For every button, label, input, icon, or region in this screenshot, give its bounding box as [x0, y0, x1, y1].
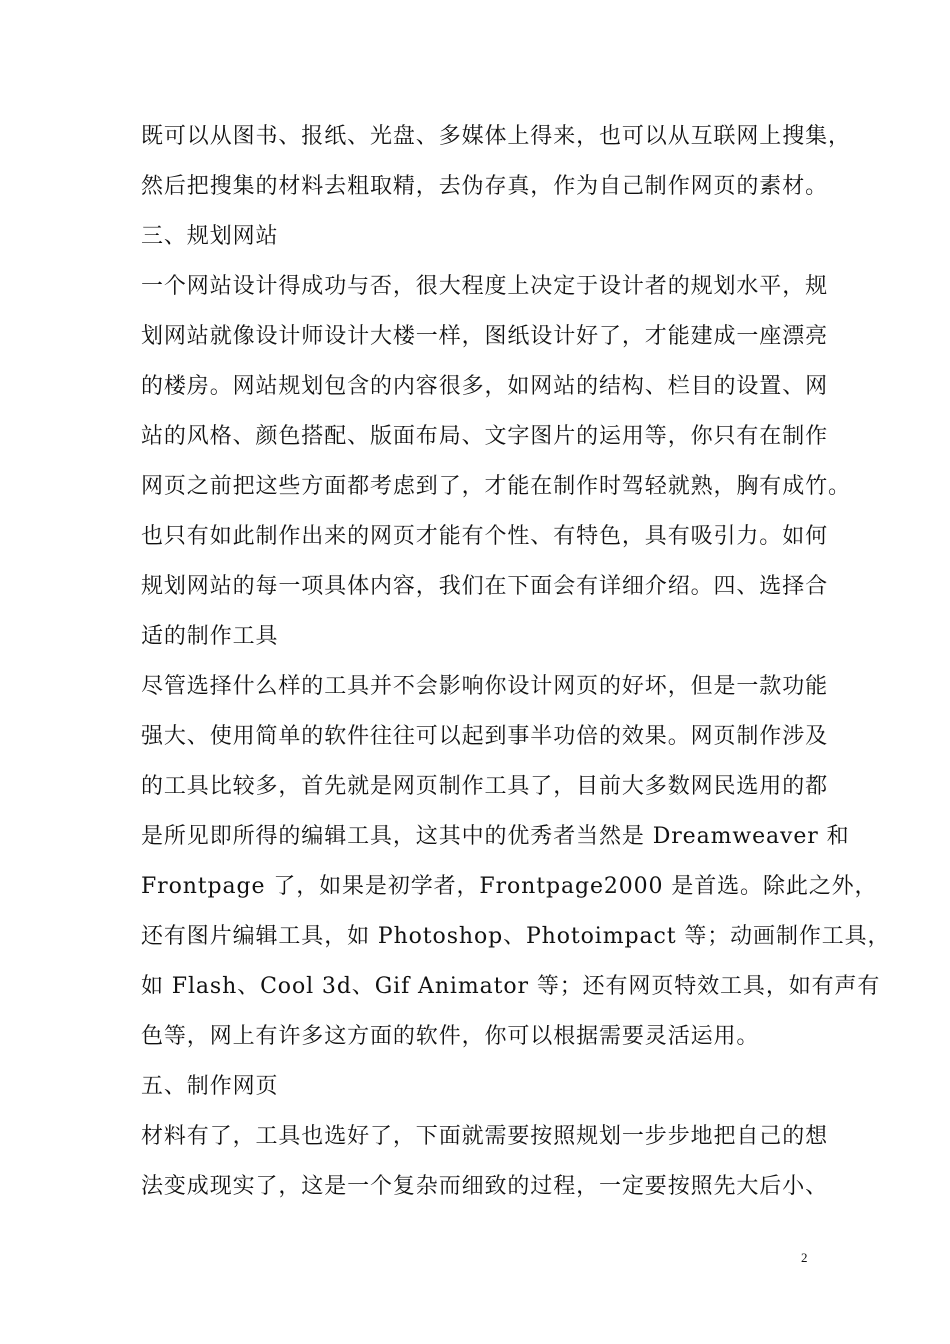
text-line: 色等，网上有许多这方面的软件，你可以根据需要灵活运用。 — [141, 1024, 760, 1049]
text-line: 材料有了，工具也选好了，下面就需要按照规划一步步地把自己的想 — [141, 1124, 829, 1149]
text-line: 也只有如此制作出来的网页才能有个性、有特色，具有吸引力。如何 — [141, 524, 829, 549]
text-line: 既可以从图书、报纸、光盘、多媒体上得来，也可以从互联网上搜集， — [141, 124, 851, 149]
text-line: 的工具比较多，首先就是网页制作工具了，目前大多数网民选用的都 — [141, 774, 829, 799]
text-line: 尽管选择什么样的工具并不会影响你设计网页的好坏，但是一款功能 — [141, 674, 829, 699]
text-line: 法变成现实了，这是一个复杂而细致的过程，一定要按照先大后小、 — [141, 1174, 829, 1199]
section-heading: 三、规划网站 — [141, 224, 279, 249]
text-line: 规划网站的每一项具体内容，我们在下面会有详细介绍。四、选择合 — [141, 574, 829, 599]
text-line: 强大、使用简单的软件往往可以起到事半功倍的效果。网页制作涉及 — [141, 724, 829, 749]
text-line: 如 Flash、Cool 3d、Gif Animator 等；还有网页特效工具，如有声有 — [141, 974, 881, 999]
text-line: 是所见即所得的编辑工具，这其中的优秀者当然是 Dreamweaver 和 — [141, 824, 850, 849]
text-line: 网页之前把这些方面都考虑到了，才能在制作时驾轻就熟，胸有成竹。 — [141, 474, 851, 499]
text-line: 的楼房。网站规划包含的内容很多，如网站的结构、栏目的设置、网 — [141, 374, 829, 399]
text-line: 一个网站设计得成功与否，很大程度上决定于设计者的规划水平，规 — [141, 274, 829, 299]
text-line: Frontpage 了，如果是初学者，Frontpage2000 是首选。除此之外， — [141, 874, 878, 899]
text-line: 还有图片编辑工具，如 Photoshop、Photoimpact 等；动画制作工具， — [141, 924, 891, 949]
text-line: 站的风格、颜色搭配、版面布局、文字图片的运用等，你只有在制作 — [141, 424, 829, 449]
page-number: 2 — [801, 1250, 808, 1265]
text-line: 适的制作工具 — [141, 624, 279, 649]
text-line: 然后把搜集的材料去粗取精，去伪存真，作为自己制作网页的素材。 — [141, 174, 829, 199]
section-heading: 五、制作网页 — [141, 1074, 279, 1099]
text-line: 划网站就像设计师设计大楼一样，图纸设计好了，才能建成一座漂亮 — [141, 324, 829, 349]
